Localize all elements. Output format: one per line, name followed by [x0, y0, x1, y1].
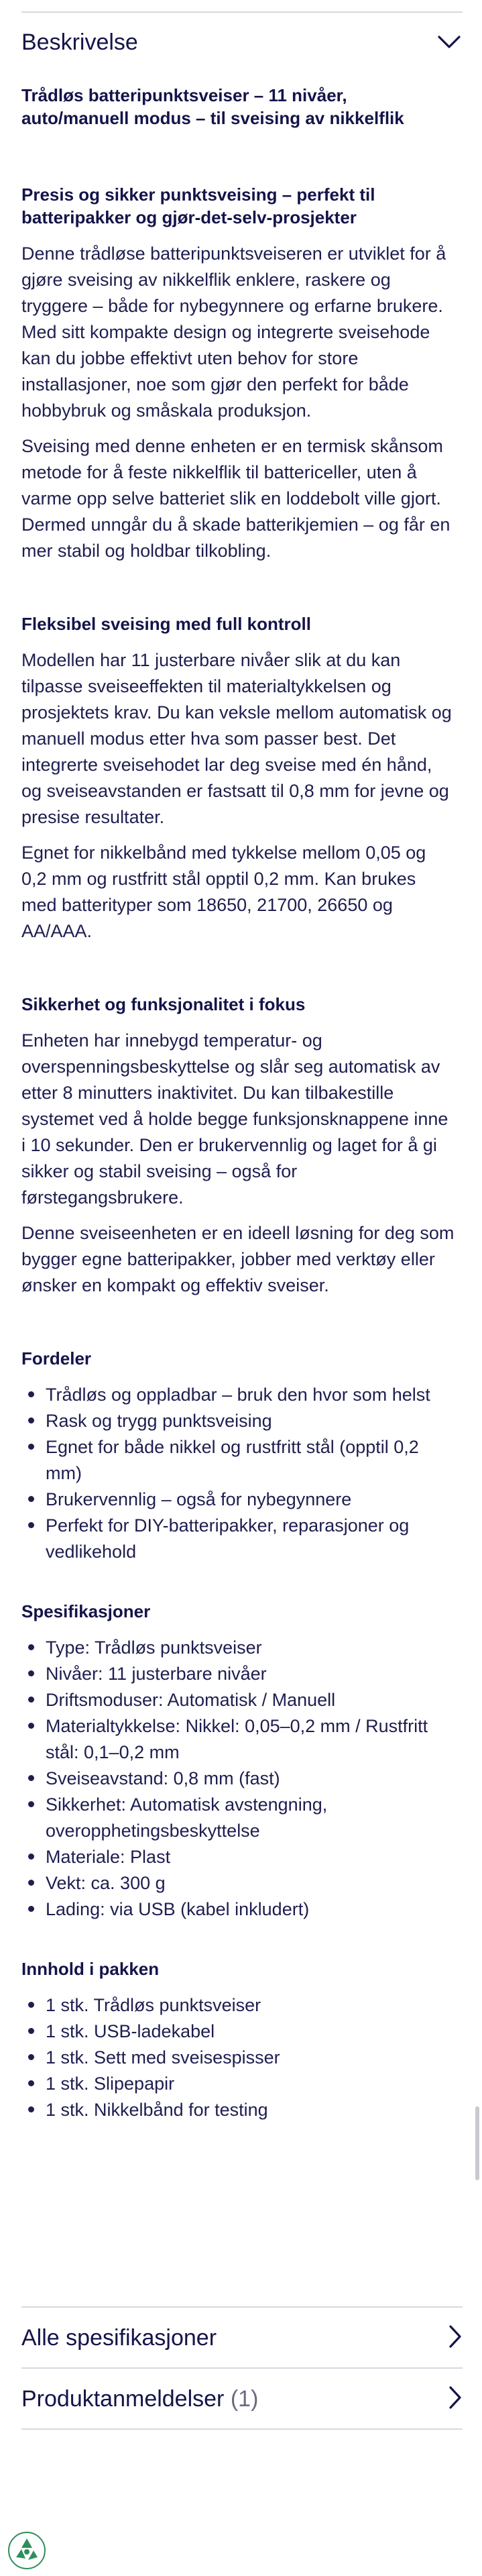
- divider: [21, 2428, 463, 2430]
- list-item: 1 stk. Slipepapir: [21, 2071, 456, 2097]
- chevron-right-icon: [448, 2324, 463, 2352]
- fordeler-heading: Fordeler: [21, 1348, 92, 1368]
- reviews-count: (1): [230, 2385, 259, 2412]
- list-item: Brukervennlig – også for nybegynnere: [21, 1487, 456, 1513]
- list-item: 1 stk. Trådløs punktsveiser: [21, 1992, 456, 2019]
- section-3-paragraph-1: Enheten har innebygd temperatur- og overspenningsbeskyttelse og slår seg automatisk av etter 8 minutters inaktivitet. Du kan tilbakestille systemet ved å holde begge funksjonsknappene inne i 10 sekunder. Den er brukervennlig og laget for å gi sikker og stabil sveising – også for førstegangsbrukere.: [21, 1030, 448, 1208]
- reviews-label: [21, 2386, 258, 2412]
- list-item: Egnet for både nikkel og rustfritt stål (opptil 0,2 mm): [21, 1434, 456, 1487]
- list-item: Perfekt for DIY-batteripakker, reparasjoner og vedlikehold: [21, 1513, 456, 1565]
- section-1-paragraph-2: Sveising med denne enheten er en termisk skånsom metode for å feste nikkelflik til battericeller, uten å varme opp selve batteriet slik en loddebolt ville gjort. Dermed unngår du å skade batterikjemien – og får en mer stabil og holdbar tilkobling.: [21, 436, 450, 561]
- list-item: Type: Trådløs punktsveiser: [21, 1635, 456, 1661]
- divider: [21, 2367, 463, 2369]
- all-specs-label: Alle spesifikasjoner: [21, 2324, 217, 2351]
- section-1-paragraph-1: Denne trådløse batteripunktsveiseren er utviklet for å gjøre sveising av nikkelflik enklere, raskere og tryggere – både for nybegynnere og erfarne brukere. Med sitt kompakte design og integrerte sveisehode kan du jobbe effektivt uten behov for store installasjoner, noe som gjør den perfekt for både hobbybruk og småskala produksjon.: [21, 244, 446, 421]
- list-item: Trådløs og oppladbar – bruk den hvor som helst: [21, 1382, 456, 1408]
- description-content: [21, 84, 456, 2123]
- section-heading-1: Presis og sikker punktsveising – perfekt til batteripakker og gjør-det-selv-prosjekter: [21, 184, 375, 227]
- recycle-logo-icon[interactable]: [7, 2530, 47, 2571]
- section-heading-2: Fleksibel sveising med full kontroll: [21, 614, 311, 634]
- list-item: Nivåer: 11 justerbare nivåer: [21, 1661, 456, 1687]
- section-2-paragraph-1: Modellen har 11 justerbare nivåer slik at du kan tilpasse sveiseeffekten til materialtykkelsen og prosjektets krav. Du kan veksle mellom automatisk og manuell modus etter hva som passer best. Det integrerte sveisehodet lar deg sveise med én hånd, og sveiseavstanden er fastsatt til 0,8 mm for jevne og presise resultater.: [21, 650, 452, 827]
- chevron-right-icon: [448, 2385, 463, 2413]
- section-3-paragraph-2: Denne sveiseenheten er en ideell løsning for deg som bygger egne batteripakker, jobber med verktøy eller ønsker en kompakt og effektiv sveiser.: [21, 1223, 455, 1295]
- reviews-title: Produktanmeldelser: [21, 2385, 225, 2412]
- list-item: Driftsmoduser: Automatisk / Manuell: [21, 1687, 456, 1713]
- list-item: Vekt: ca. 300 g: [21, 1870, 456, 1896]
- list-item: Rask og trygg punktsveising: [21, 1408, 456, 1434]
- specs-heading: Spesifikasjoner: [21, 1601, 151, 1621]
- list-item: Lading: via USB (kabel inkludert): [21, 1896, 456, 1923]
- list-item: 1 stk. Nikkelbånd for testing: [21, 2097, 456, 2123]
- product-lead-title: Trådløs batteripunktsveiser – 11 nivåer, auto/manuell modus – til sveising av nikkelflik: [21, 85, 404, 128]
- reviews-row[interactable]: [21, 2369, 463, 2428]
- description-title: Beskrivelse: [21, 29, 138, 55]
- list-item: 1 stk. USB-ladekabel: [21, 2019, 456, 2045]
- divider: [21, 2306, 463, 2308]
- fordeler-list: [21, 1382, 456, 1565]
- contents-heading: Innhold i pakken: [21, 1959, 160, 1979]
- description-accordion-header[interactable]: [21, 13, 463, 72]
- section-2-paragraph-2: Egnet for nikkelbånd med tykkelse mellom 0,05 og 0,2 mm og rustfritt stål opptil 0,2 mm. Kan brukes med batterityper som 18650, 21700, 26650 og AA/AAA.: [21, 843, 426, 941]
- list-item: Sikkerhet: Automatisk avstengning, overopphetingsbeskyttelse: [21, 1792, 456, 1844]
- section-heading-3: Sikkerhet og funksjonalitet i fokus: [21, 994, 306, 1014]
- chevron-up-icon[interactable]: [436, 29, 463, 56]
- list-item: 1 stk. Sett med sveisespisser: [21, 2045, 456, 2071]
- list-item: Materiale: Plast: [21, 1844, 456, 1870]
- contents-list: [21, 1992, 456, 2123]
- list-item: Sveiseavstand: 0,8 mm (fast): [21, 1766, 456, 1792]
- list-item: Materialtykkelse: Nikkel: 0,05–0,2 mm / Rustfritt stål: 0,1–0,2 mm: [21, 1713, 456, 1766]
- scrollbar[interactable]: [475, 2106, 479, 2180]
- specs-list: [21, 1635, 456, 1923]
- all-specs-row[interactable]: [21, 2308, 463, 2367]
